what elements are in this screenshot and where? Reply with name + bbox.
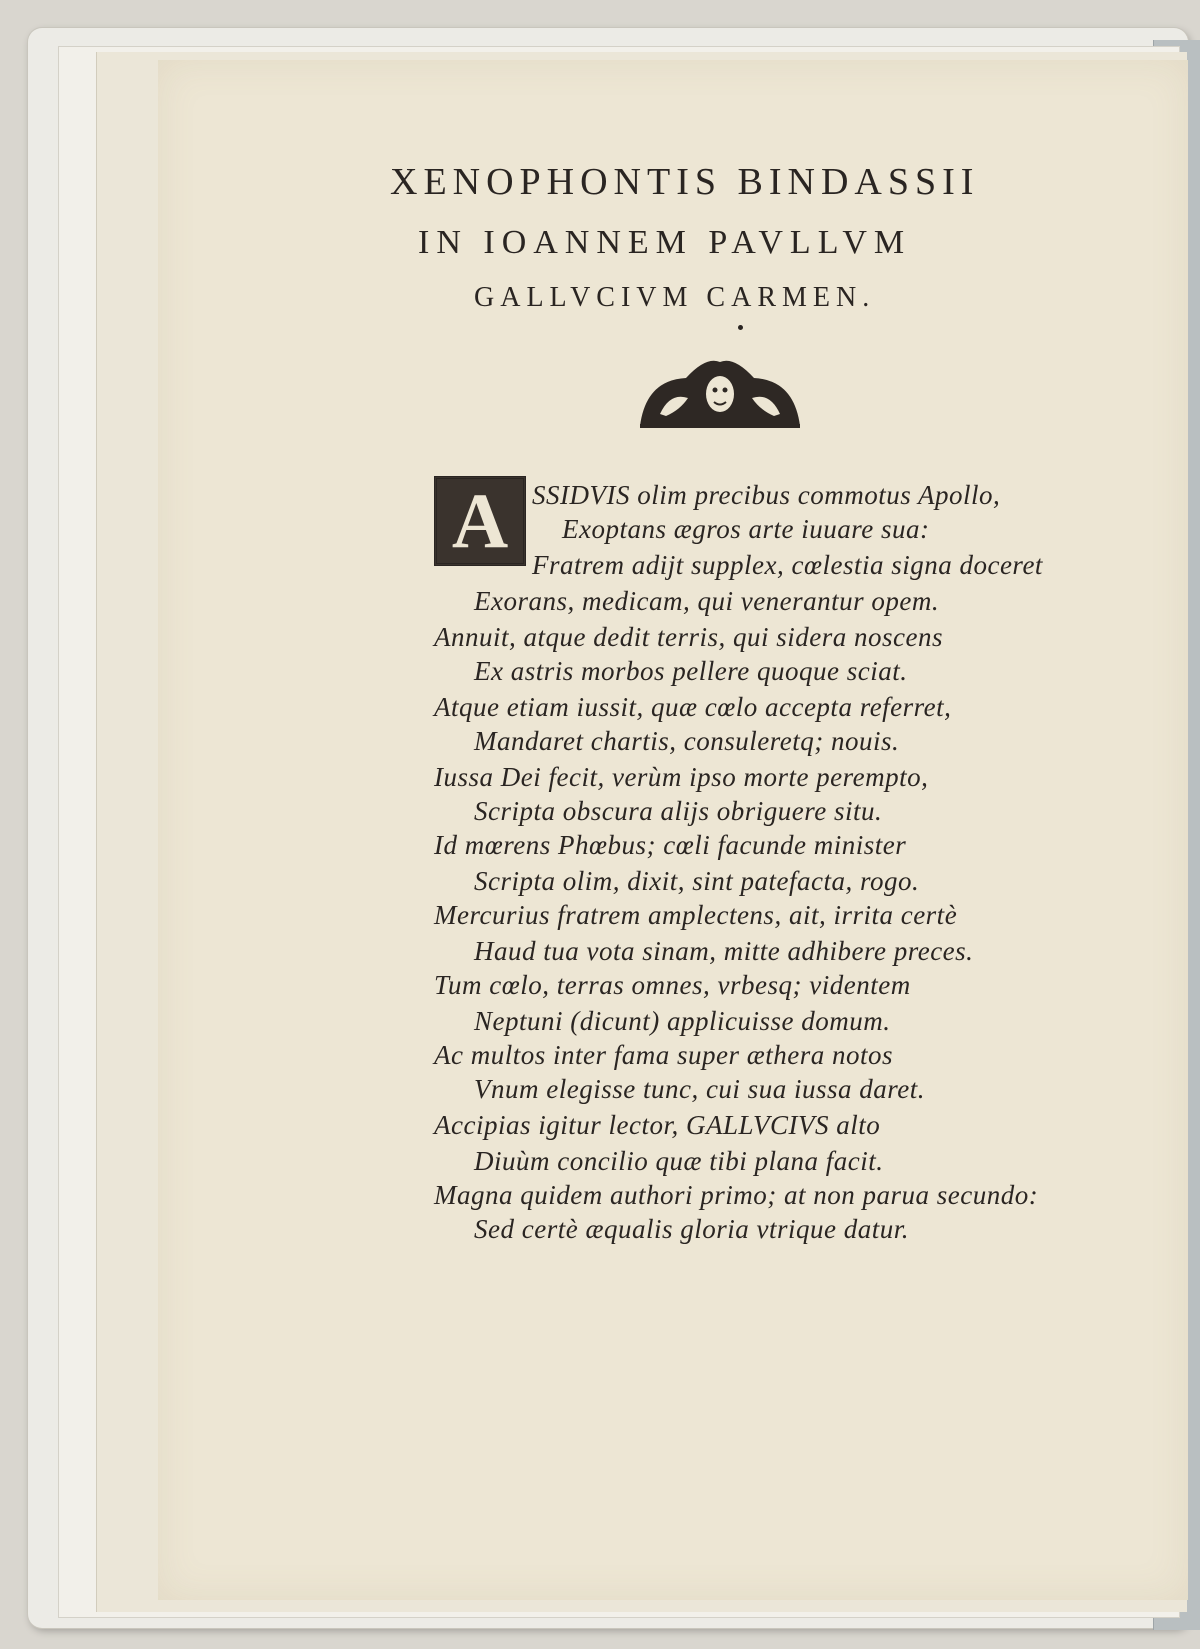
title-line-2: IN IOANNEM PAVLLVM	[418, 224, 912, 261]
title-line-3: GALLVCIVM CARMEN.	[474, 282, 876, 313]
verse-line: Accipias igitur lector, GALLVCIVS alto	[434, 1110, 881, 1140]
verse-line: Vnum elegisse tunc, cui sua iussa daret.	[474, 1074, 925, 1104]
verse-line: Annuit, atque dedit terris, qui sidera noscens	[434, 622, 943, 652]
drop-cap: A	[434, 476, 526, 566]
verse-line: Mercurius fratrem amplectens, ait, irrita certè	[434, 900, 958, 930]
verse-line: Iussa Dei fecit, verùm ipso morte perempto,	[434, 762, 929, 792]
verse-line: Exorans, medicam, qui venerantur opem.	[474, 586, 940, 616]
verse-line: Diuùm concilio quæ tibi plana facit.	[474, 1146, 884, 1176]
verse-line: Sed certè æqualis gloria vtrique datur.	[474, 1214, 909, 1244]
ornament-dot	[738, 325, 743, 330]
title-line-1: XENOPHONTIS BINDASSII	[390, 161, 980, 203]
head-ornament-icon	[636, 350, 804, 430]
verse-line: Magna quidem authori primo; at non parua secundo:	[434, 1180, 1039, 1210]
verse-line: Ac multos inter fama super æthera notos	[434, 1040, 893, 1070]
verse-line: Scripta obscura alijs obriguere situ.	[474, 796, 883, 826]
verse-line: Ex astris morbos pellere quoque sciat.	[474, 656, 908, 686]
verse-line: Neptuni (dicunt) applicuisse domum.	[474, 1006, 891, 1036]
verse-line: Mandaret chartis, consuleretq; nouis.	[474, 726, 900, 756]
verse-line: Tum cœlo, terras omnes, vrbesq; videntem	[434, 970, 911, 1000]
verse-line: Scripta olim, dixit, sint patefacta, rogo.	[474, 866, 920, 896]
verse-line: SSIDVIS olim precibus commotus Apollo,	[532, 480, 1001, 510]
verse-line: Haud tua vota sinam, mitte adhibere preces.	[474, 936, 974, 966]
verse-line: Exoptans ægros arte iuuare sua:	[562, 514, 930, 544]
verse-line: Fratrem adijt supplex, cœlestia signa doceret	[532, 550, 1043, 580]
verse-line: Id mœrens Phœbus; cœli facunde minister	[434, 830, 907, 860]
verse-line: Atque etiam iussit, quæ cœlo accepta referret,	[434, 692, 952, 722]
